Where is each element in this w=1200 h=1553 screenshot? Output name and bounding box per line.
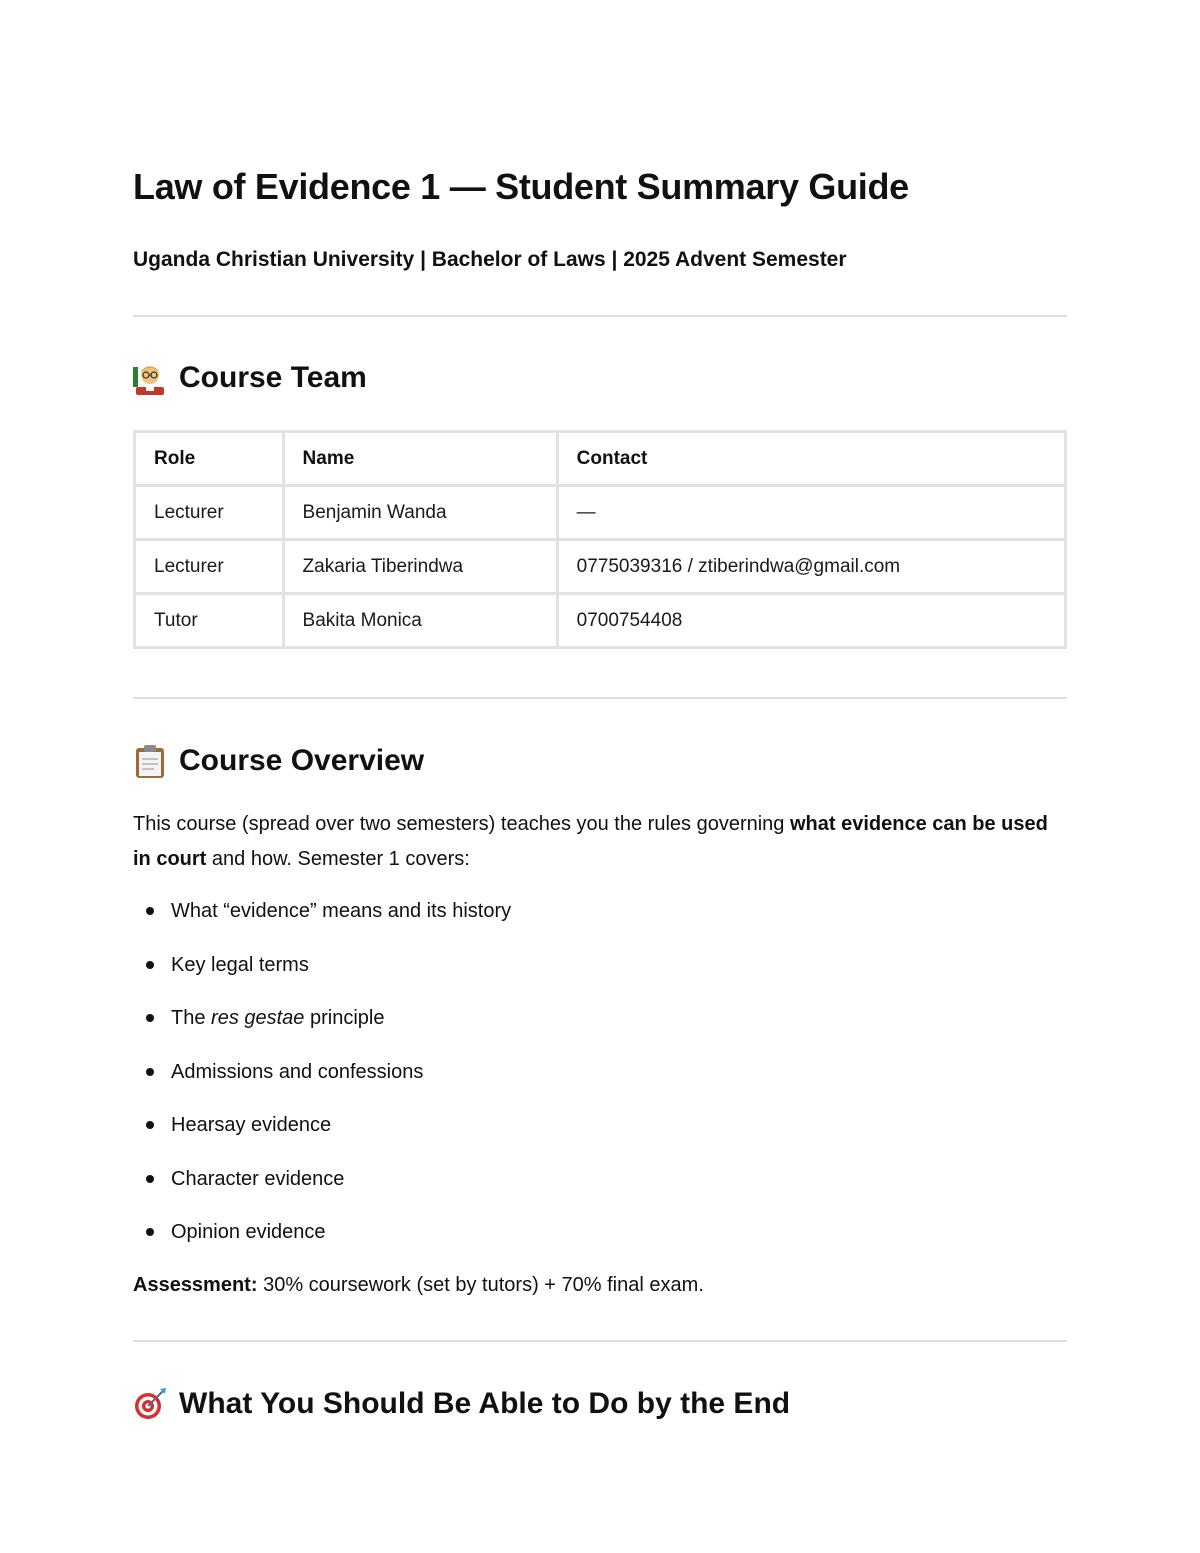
list-item	[133, 1214, 1067, 1268]
list-item	[133, 1161, 1067, 1215]
cell-name: Zakaria Tiberindwa	[283, 540, 557, 594]
section-divider	[133, 315, 1067, 317]
topic-text: The	[171, 1007, 212, 1029]
course-team-table	[133, 430, 1067, 649]
table-row	[135, 486, 1066, 540]
document-title: Law of Evidence 1 — Student Summary Guide	[133, 166, 909, 207]
assessment-note	[133, 1268, 704, 1303]
topic-text: Admissions and confessions	[171, 1060, 424, 1083]
target-dart-emoji-icon	[133, 1387, 167, 1421]
list-item	[133, 1054, 1067, 1108]
list-item	[133, 1000, 1067, 1054]
overview-intro	[133, 807, 1067, 877]
course-team-heading	[133, 361, 367, 395]
topic-italic-text: res gestae	[211, 1007, 305, 1029]
topic-text-end: principle	[304, 1007, 385, 1029]
intro-bold-text: what evidence can be used in court	[133, 813, 1048, 870]
outcomes-heading	[133, 1387, 790, 1421]
section-divider	[133, 1340, 1067, 1342]
cell-name: Benjamin Wanda	[283, 486, 557, 540]
cell-contact: —	[557, 486, 1065, 540]
topic-text: Key legal terms	[171, 953, 309, 976]
document-subtitle: Uganda Christian University | Bachelor of Laws | 2025 Advent Semester	[133, 248, 847, 271]
topic-text: What “evidence” means and its history	[171, 900, 512, 922]
list-item	[133, 947, 1067, 1001]
table-row	[135, 540, 1066, 594]
cell-name: Bakita Monica	[283, 594, 557, 648]
topic-text: Opinion evidence	[171, 1221, 326, 1243]
list-item	[133, 1107, 1067, 1161]
cell-contact: 0775039316 / ztiberindwa@gmail.com	[557, 540, 1065, 594]
topic-list	[133, 893, 1067, 1268]
section-divider	[133, 697, 1067, 699]
course-overview-heading-text: Course Overview	[179, 744, 425, 777]
cell-role: Lecturer	[135, 486, 284, 540]
table-row	[135, 594, 1066, 648]
cell-contact: 0700754408	[557, 594, 1065, 648]
intro-text: This course (spread over two semesters) teaches you the rules governing	[133, 813, 790, 835]
clipboard-emoji-icon	[133, 744, 167, 778]
assessment-label: Assessment:	[133, 1274, 258, 1296]
assessment-text: 30% coursework (set by tutors) + 70% final exam.	[257, 1274, 704, 1296]
table-header-row	[135, 432, 1066, 486]
list-item	[133, 893, 1067, 947]
course-team-heading-text: Course Team	[179, 361, 367, 394]
topic-text: Hearsay evidence	[171, 1114, 332, 1136]
intro-text-end: and how. Semester 1 covers:	[206, 848, 470, 870]
teacher-emoji-icon	[133, 361, 167, 395]
cell-role: Lecturer	[135, 540, 284, 594]
column-header-contact: Contact	[557, 432, 1065, 486]
outcomes-heading-text: What You Should Be Able to Do by the End	[179, 1387, 791, 1420]
cell-role: Tutor	[135, 594, 284, 648]
course-overview-heading	[133, 744, 424, 778]
column-header-role: Role	[135, 432, 284, 486]
topic-text: Character evidence	[171, 1167, 345, 1190]
column-header-name: Name	[283, 432, 557, 486]
